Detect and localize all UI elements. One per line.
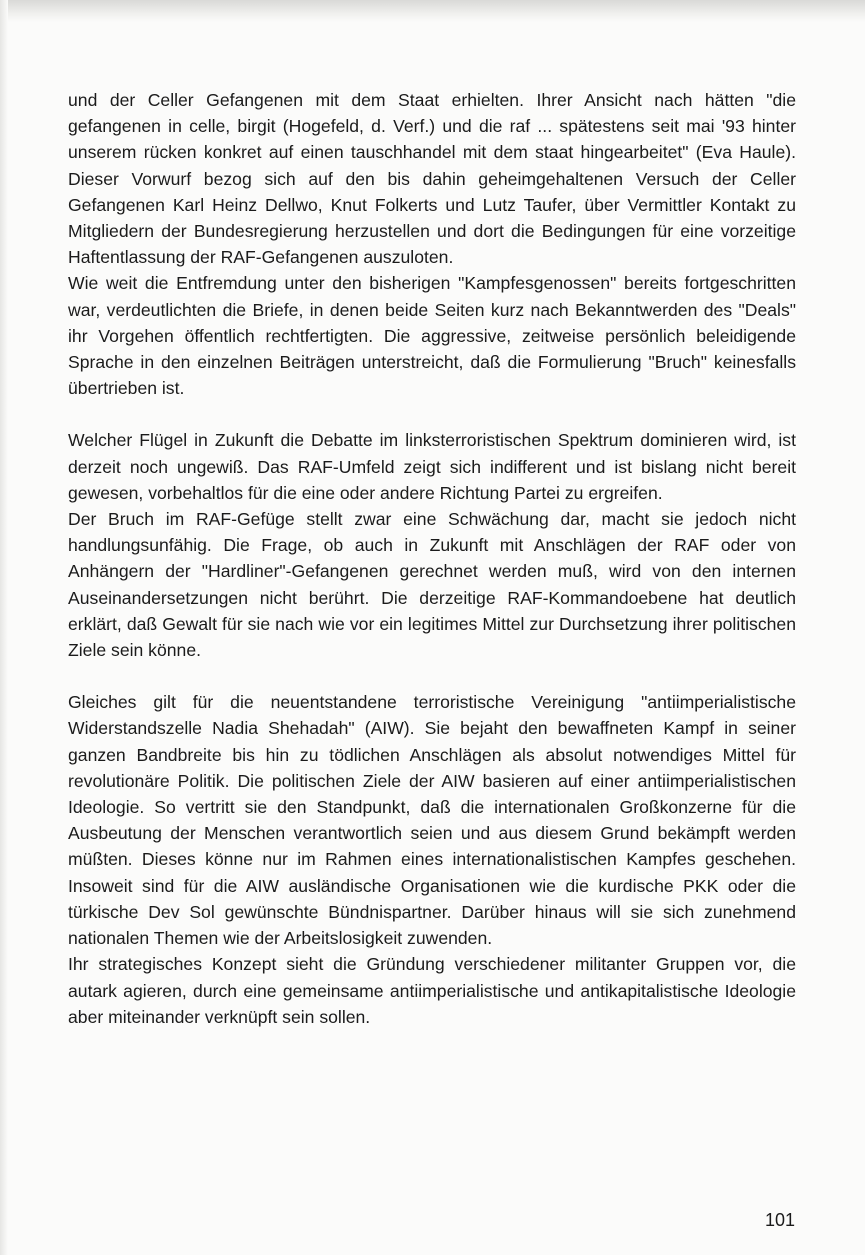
paragraph: Gleiches gilt für die neuentstandene terroristische Vereinigung "antiimperialistische Widerstandszelle Nadia Shehadah" (AIW). Sie bejaht den bewaffneten Kampf in seiner ganzen Bandbreite bis hin zu tödlichen Anschlägen als absolut notwendiges Mittel für revolutionäre Politik. Die politischen Ziele der AIW basieren auf einer antiimperialistischen Ideologie. So vertritt sie den Standpunkt, daß die internationalen Großkonzerne für die Ausbeutung der Menschen verantwortlich seien und aus diesem Grund bekämpft werden müßten. Dieses könne nur im Rahmen eines internationalistischen Kampfes geschehen. Insoweit sind für die AIW ausländische Organisationen wie die kurdische PKK oder die türkische Dev Sol gewünschte Bündnispartner. Darüber hinaus will sie sich zunehmend nationalen Themen wie der Arbeitslosigkeit zuwenden.	[68, 692, 796, 949]
paragraph: und der Celler Gefangenen mit dem Staat erhielten. Ihrer Ansicht nach hätten "die gefangenen in celle, birgit (Hogefeld, d. Verf.) und die raf ... spätestens seit mai '93 hinter unserem rücken konkret auf einen tauschhandel mit dem staat hingearbeitet" (Eva Haule). Dieser Vorwurf bezog sich auf den bis dahin geheimgehaltenen Versuch der Celler Gefangenen Karl Heinz Dellwo, Knut Folkerts und Lutz Taufer, über Vermittler Kontakt zu Mitgliedern der Bundesregierung herzustellen und dort die Bedingungen für eine vorzeitige Haftentlassung der RAF-Gefangenen auszuloten.	[68, 90, 796, 268]
body-text	[68, 87, 796, 1030]
paragraph: Der Bruch im RAF-Gefüge stellt zwar eine Schwächung dar, macht sie jedoch nicht handlungsunfähig. Die Frage, ob auch in Zukunft mit Anschlägen der RAF oder von Anhängern der "Hardliner"-Gefangenen gerechnet werden muß, wird von den internen Auseinandersetzungen nicht berührt. Die derzeitige RAF-Kommandoebene hat deutlich erklärt, daß Gewalt für sie nach wie vor ein legitimes Mittel zur Durchsetzung ihrer politischen Ziele sein könne.	[68, 509, 796, 661]
paragraph: Ihr strategisches Konzept sieht die Gründung verschiedener militanter Gruppen vor, die autark agieren, durch eine gemeinsame antiimperialistische und antikapitalistische Ideologie aber miteinander verknüpft sein sollen.	[68, 954, 796, 1027]
scan-top-edge	[0, 0, 865, 22]
paragraph: Wie weit die Entfremdung unter den bisherigen "Kampfesgenossen" bereits fortgeschritten war, verdeutlichten die Briefe, in denen beide Seiten kurz nach Bekanntwerden des "Deals" ihr Vorgehen öffentlich rechtfertigten. Die aggressive, zeitweise persönlich beleidigende Sprache in den einzelnen Beiträgen unterstreicht, daß die Formulierung "Bruch" keinesfalls übertrieben ist.	[68, 273, 796, 399]
page-number: 101	[764, 1210, 795, 1230]
paragraph: Welcher Flügel in Zukunft die Debatte im linksterroristischen Spektrum dominieren wird, ist derzeit noch ungewiß. Das RAF-Umfeld zeigt sich indifferent und ist bislang nicht bereit gewesen, vorbehaltlos für die eine oder andere Richtung Partei zu ergreifen.	[68, 430, 796, 503]
scan-left-edge	[0, 0, 8, 1255]
